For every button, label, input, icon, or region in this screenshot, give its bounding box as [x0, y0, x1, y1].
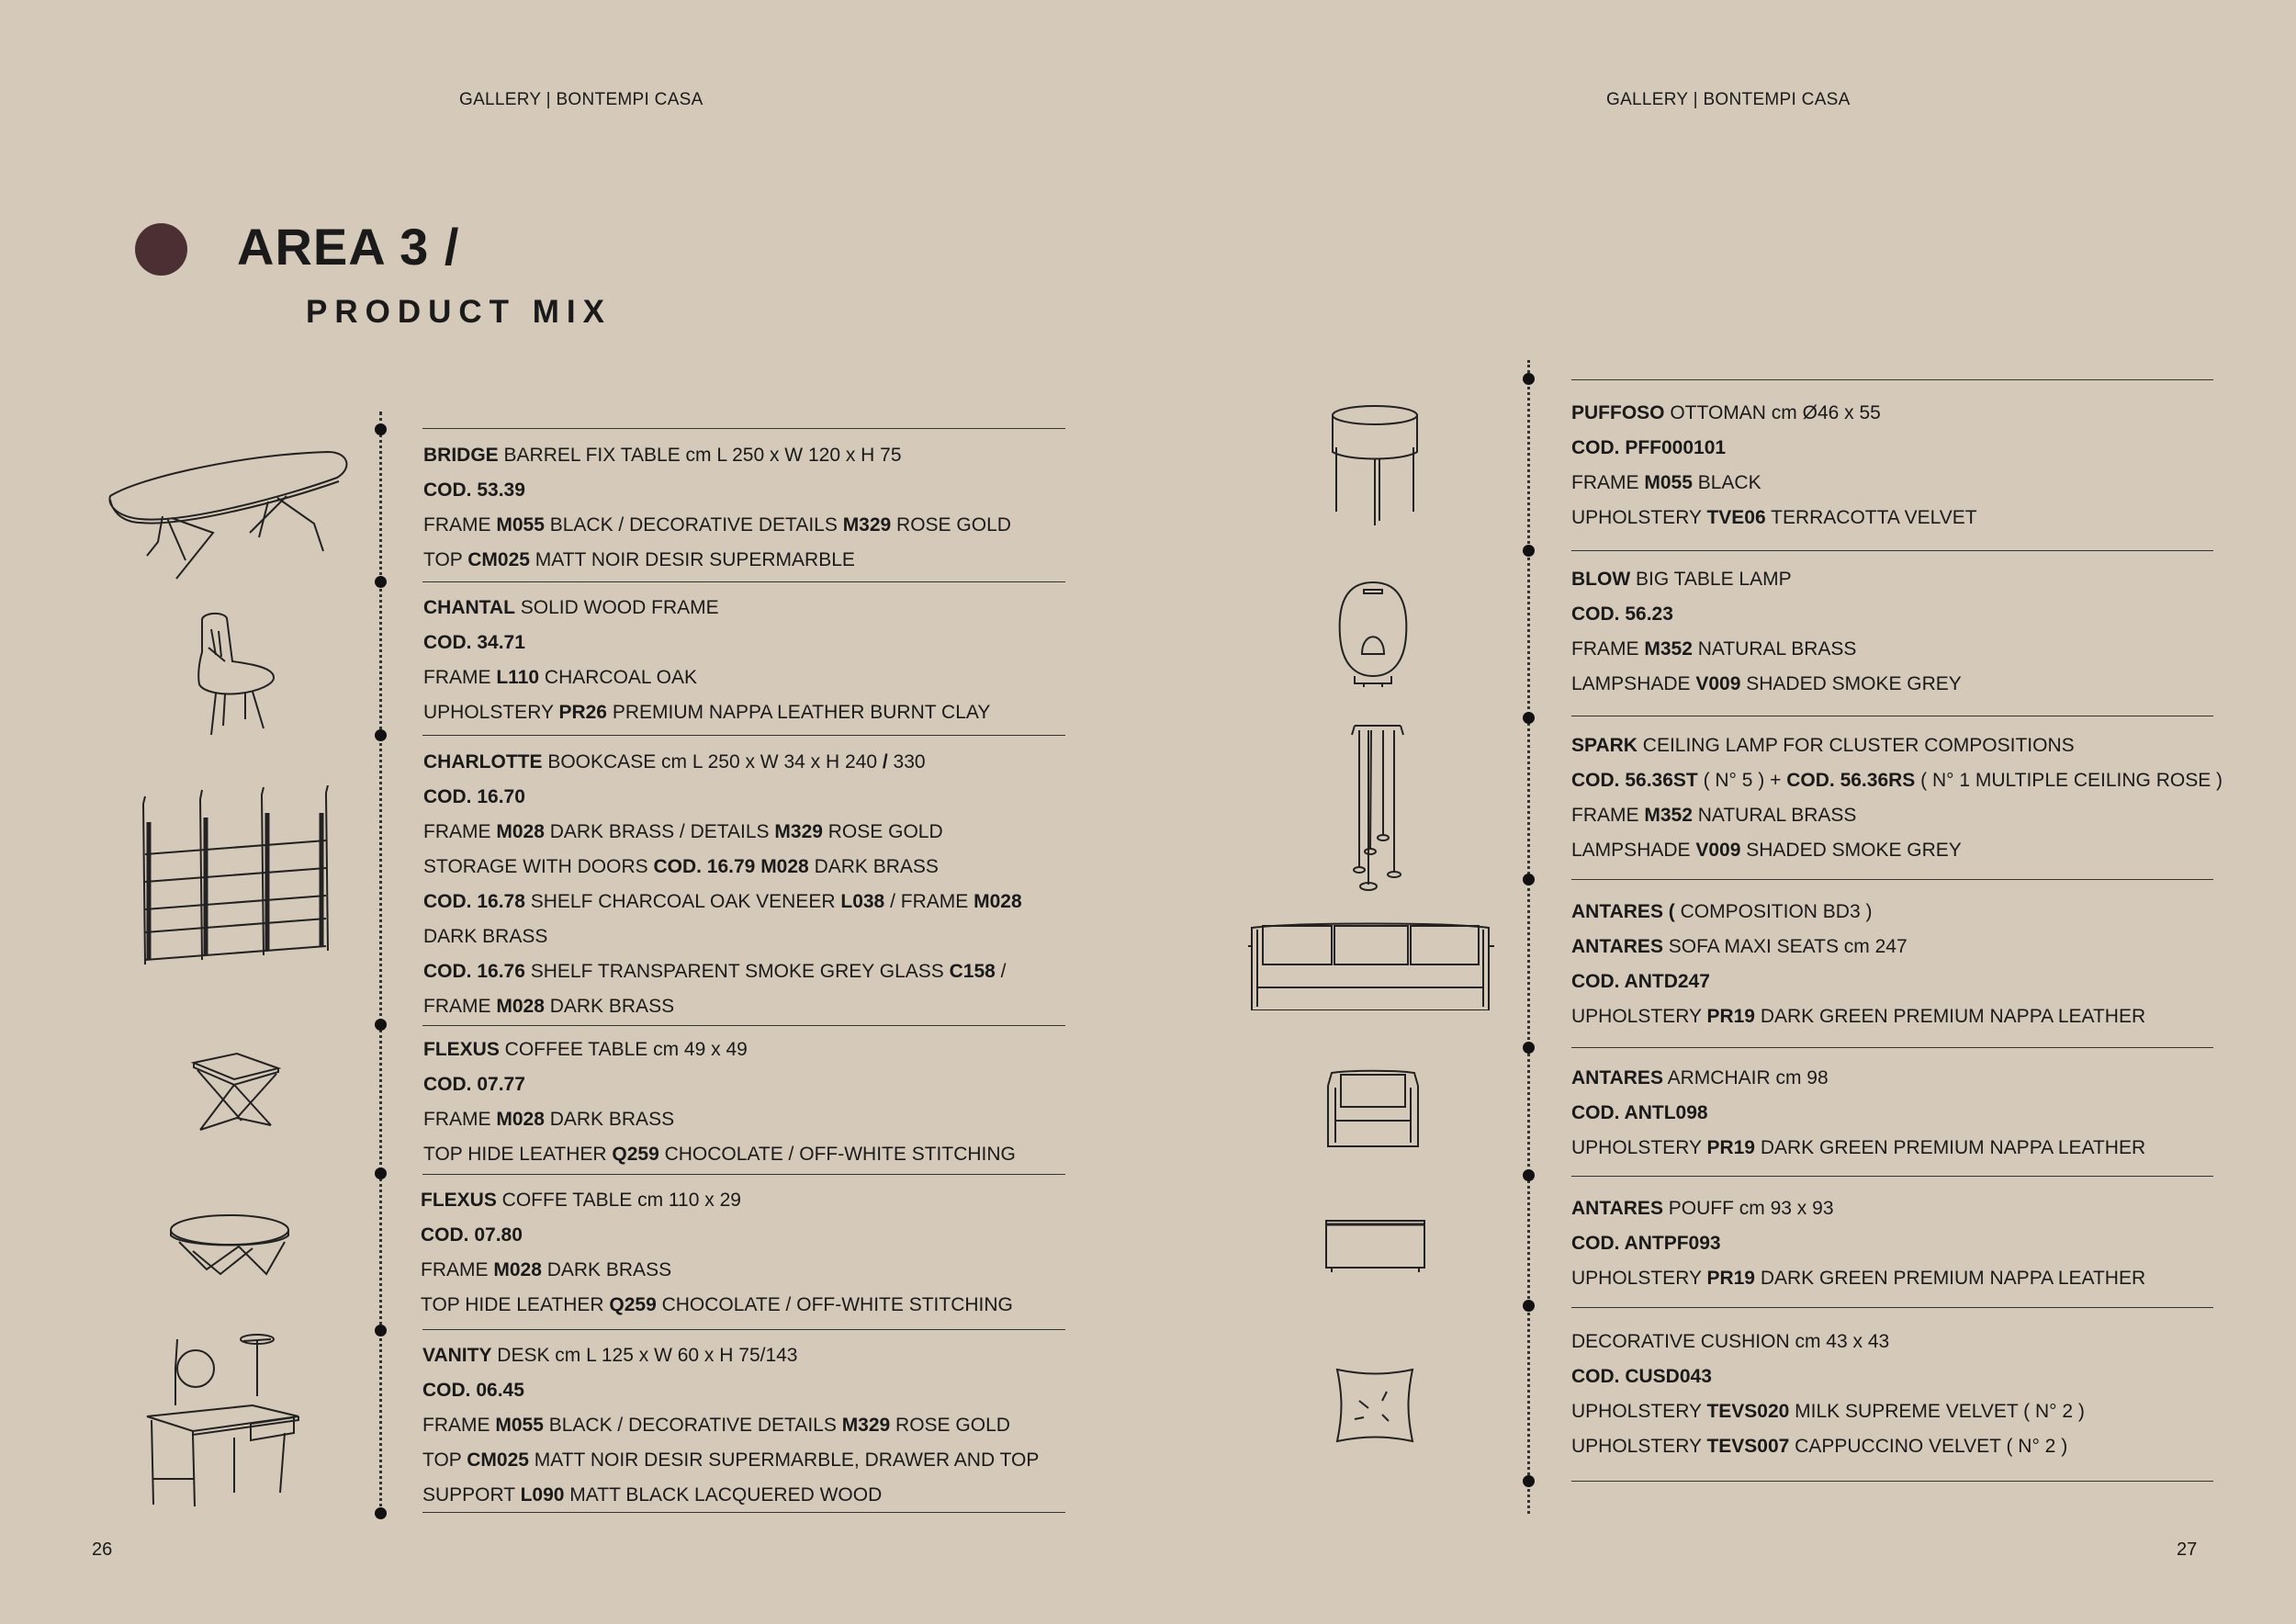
product-detail-line: COD. 06.45 — [422, 1380, 524, 1401]
product-detail-line: SUPPORT L090 MATT BLACK LACQUERED WOOD — [422, 1484, 883, 1506]
product-entry — [423, 745, 1022, 1024]
product-title-line: ANTARES POUFF cm 93 x 93 — [1571, 1198, 1834, 1219]
coffee-table-small-icon — [186, 1052, 283, 1139]
product-detail-line: TOP CM025 MATT NOIR DESIR SUPERMARBLE, DRAWER AND TOP — [422, 1449, 1040, 1471]
product-detail-line: LAMPSHADE V009 SHADED SMOKE GREY — [1571, 840, 1962, 861]
product-detail-line: COD. 07.77 — [423, 1074, 525, 1095]
separator — [1571, 1176, 2213, 1177]
page-title: AREA 3 / — [237, 218, 460, 276]
product-entry — [423, 1032, 1016, 1172]
product-detail-line: COD. 07.80 — [421, 1224, 523, 1246]
page-number-left: 26 — [92, 1539, 113, 1560]
header-right: GALLERY | BONTEMPI CASA — [1606, 90, 1851, 109]
product-entry — [421, 1183, 1013, 1323]
separator — [1571, 1307, 2213, 1308]
product-entry — [422, 1338, 1039, 1513]
timeline-bullet — [375, 1167, 387, 1179]
product-entry — [1571, 1325, 2085, 1464]
product-entry — [1571, 396, 1977, 536]
product-title-line: FLEXUS COFFEE TABLE cm 49 x 49 — [423, 1039, 748, 1060]
product-title-line: ANTARES ( COMPOSITION BD3 ) — [1571, 901, 1873, 922]
page-number-right: 27 — [2177, 1539, 2198, 1560]
product-detail-line: FRAME M028 DARK BRASS — [421, 1259, 672, 1280]
separator — [1571, 1481, 2213, 1482]
product-detail-line: FRAME M352 NATURAL BRASS — [1571, 638, 1857, 660]
product-detail-line: COD. 16.70 — [423, 786, 525, 807]
vanity-desk-icon — [142, 1332, 303, 1511]
product-detail-line: COD. PFF000101 — [1571, 437, 1727, 458]
product-detail-line: COD. ANTD247 — [1571, 971, 1710, 992]
product-detail-line: FRAME M055 BLACK / DECORATIVE DETAILS M329 ROSE GOLD — [423, 514, 1011, 536]
product-entry — [1571, 895, 2145, 1034]
timeline-bullet — [1523, 1169, 1535, 1181]
ottoman-icon — [1329, 401, 1421, 530]
separator — [422, 1174, 1065, 1175]
separator — [422, 1025, 1065, 1026]
product-detail-line: DARK BRASS — [423, 926, 548, 947]
timeline-bullet — [375, 1325, 387, 1336]
product-entry — [423, 438, 1011, 578]
ceiling-lamp-icon — [1341, 721, 1414, 891]
product-detail-line: TOP HIDE LEATHER Q259 CHOCOLATE / OFF-WHITE STITCHING — [421, 1294, 1013, 1315]
timeline-bullet — [1523, 874, 1535, 885]
product-title-line: CHANTAL SOLID WOOD FRAME — [423, 597, 719, 618]
timeline-bullet — [375, 1019, 387, 1031]
timeline-bullet — [375, 423, 387, 435]
product-detail-line: FRAME M055 BLACK / DECORATIVE DETAILS M329 ROSE GOLD — [422, 1415, 1010, 1436]
page-subtitle: PRODUCT MIX — [306, 294, 612, 330]
product-detail-line: COD. CUSD043 — [1571, 1366, 1712, 1387]
product-detail-line: UPHOLSTERY PR19 DARK GREEN PREMIUM NAPPA LEATHER — [1571, 1006, 2146, 1027]
product-detail-line: FRAME M028 DARK BRASS — [423, 996, 675, 1017]
product-detail-line: COD. 16.78 SHELF CHARCOAL OAK VENEER L038 / FRAME M028 — [423, 891, 1022, 912]
table-icon — [103, 441, 355, 583]
product-detail-line: FRAME M028 DARK BRASS — [423, 1109, 675, 1130]
header-left: GALLERY | BONTEMPI CASA — [459, 90, 703, 109]
product-detail-line: TOP HIDE LEATHER Q259 CHOCOLATE / OFF-WHITE STITCHING — [423, 1144, 1016, 1165]
product-title-line: PUFFOSO OTTOMAN cm Ø46 x 55 — [1571, 402, 1881, 423]
pouff-icon — [1322, 1217, 1428, 1277]
product-title-line: VANITY DESK cm L 125 x W 60 x H 75/143 — [422, 1345, 798, 1366]
product-detail-line: COD. 56.23 — [1571, 603, 1673, 625]
timeline-bullet — [1523, 712, 1535, 724]
bookcase-icon — [138, 785, 335, 969]
product-detail-line: UPHOLSTERY PR19 DARK GREEN PREMIUM NAPPA LEATHER — [1571, 1137, 2146, 1158]
cushion-icon — [1332, 1364, 1419, 1447]
timeline-bullet — [375, 729, 387, 741]
timeline-right — [1527, 360, 1530, 1514]
timeline-bullet — [375, 1507, 387, 1519]
separator — [422, 735, 1065, 736]
separator — [1571, 1047, 2213, 1048]
armchair-icon — [1322, 1066, 1424, 1148]
area-dot-icon — [135, 223, 187, 276]
separator — [1571, 550, 2213, 551]
product-title-line: BLOW BIG TABLE LAMP — [1571, 569, 1792, 590]
product-detail-line: COD. 56.36ST ( N° 5 ) + COD. 56.36RS ( N° 1 MULTIPLE CEILING ROSE ) — [1571, 770, 2223, 791]
product-detail-line: FRAME L110 CHARCOAL OAK — [423, 667, 697, 688]
product-detail-line: FRAME M352 NATURAL BRASS — [1571, 805, 1857, 826]
product-detail-line: TOP CM025 MATT NOIR DESIR SUPERMARBLE — [423, 549, 855, 570]
product-detail-line: FRAME M055 BLACK — [1571, 472, 1761, 493]
product-detail-line: STORAGE WITH DOORS COD. 16.79 M028 DARK BRASS — [423, 856, 939, 877]
chair-icon — [188, 611, 280, 739]
product-detail-line: ANTARES SOFA MAXI SEATS cm 247 — [1571, 936, 1908, 957]
product-title-line: FLEXUS COFFE TABLE cm 110 x 29 — [421, 1190, 741, 1211]
product-detail-line: UPHOLSTERY PR26 PREMIUM NAPPA LEATHER BURNT CLAY — [423, 702, 991, 723]
table-lamp-icon — [1336, 581, 1410, 691]
product-title-line: BRIDGE BARREL FIX TABLE cm L 250 x W 120 x H 75 — [423, 445, 902, 466]
product-detail-line: COD. ANTPF093 — [1571, 1233, 1721, 1254]
product-detail-line: UPHOLSTERY TEVS020 MILK SUPREME VELVET ( N° 2 ) — [1571, 1401, 2085, 1422]
timeline-bullet — [1523, 545, 1535, 557]
product-detail-line: UPHOLSTERY PR19 DARK GREEN PREMIUM NAPPA LEATHER — [1571, 1268, 2146, 1289]
timeline-bullet — [1523, 1475, 1535, 1487]
separator — [422, 428, 1065, 429]
product-entry — [1571, 1191, 2145, 1296]
product-detail-line: LAMPSHADE V009 SHADED SMOKE GREY — [1571, 673, 1962, 694]
product-detail-line: COD. ANTL098 — [1571, 1102, 1708, 1123]
product-detail-line: UPHOLSTERY TEVS007 CAPPUCCINO VELVET ( N° 2 ) — [1571, 1436, 2068, 1457]
timeline-bullet — [1523, 1042, 1535, 1054]
product-entry — [1571, 1061, 2145, 1166]
product-detail-line: FRAME M028 DARK BRASS / DETAILS M329 ROSE GOLD — [423, 821, 943, 842]
separator — [1571, 879, 2213, 880]
coffee-table-oval-icon — [165, 1210, 294, 1279]
timeline-bullet — [375, 576, 387, 588]
timeline-bullet — [1523, 373, 1535, 385]
separator — [1571, 379, 2213, 380]
separator — [422, 581, 1065, 582]
product-title-line: DECORATIVE CUSHION cm 43 x 43 — [1571, 1331, 1890, 1352]
product-title-line: ANTARES ARMCHAIR cm 98 — [1571, 1067, 1829, 1088]
product-detail-line: COD. 16.76 SHELF TRANSPARENT SMOKE GREY GLASS C158 / — [423, 961, 1007, 982]
separator — [422, 1329, 1065, 1330]
product-detail-line: COD. 34.71 — [423, 632, 525, 653]
product-entry — [423, 591, 990, 730]
product-entry — [1571, 562, 1962, 702]
product-detail-line: UPHOLSTERY TVE06 TERRACOTTA VELVET — [1571, 507, 1977, 528]
product-title-line: CHARLOTTE BOOKCASE cm L 250 x W 34 x H 240 / 330 — [423, 751, 926, 773]
product-entry — [1571, 728, 2223, 868]
timeline-bullet — [1523, 1300, 1535, 1312]
product-title-line: SPARK CEILING LAMP FOR CLUSTER COMPOSITIONS — [1571, 735, 2075, 756]
sofa-icon — [1244, 919, 1497, 1010]
product-detail-line: COD. 53.39 — [423, 479, 525, 501]
